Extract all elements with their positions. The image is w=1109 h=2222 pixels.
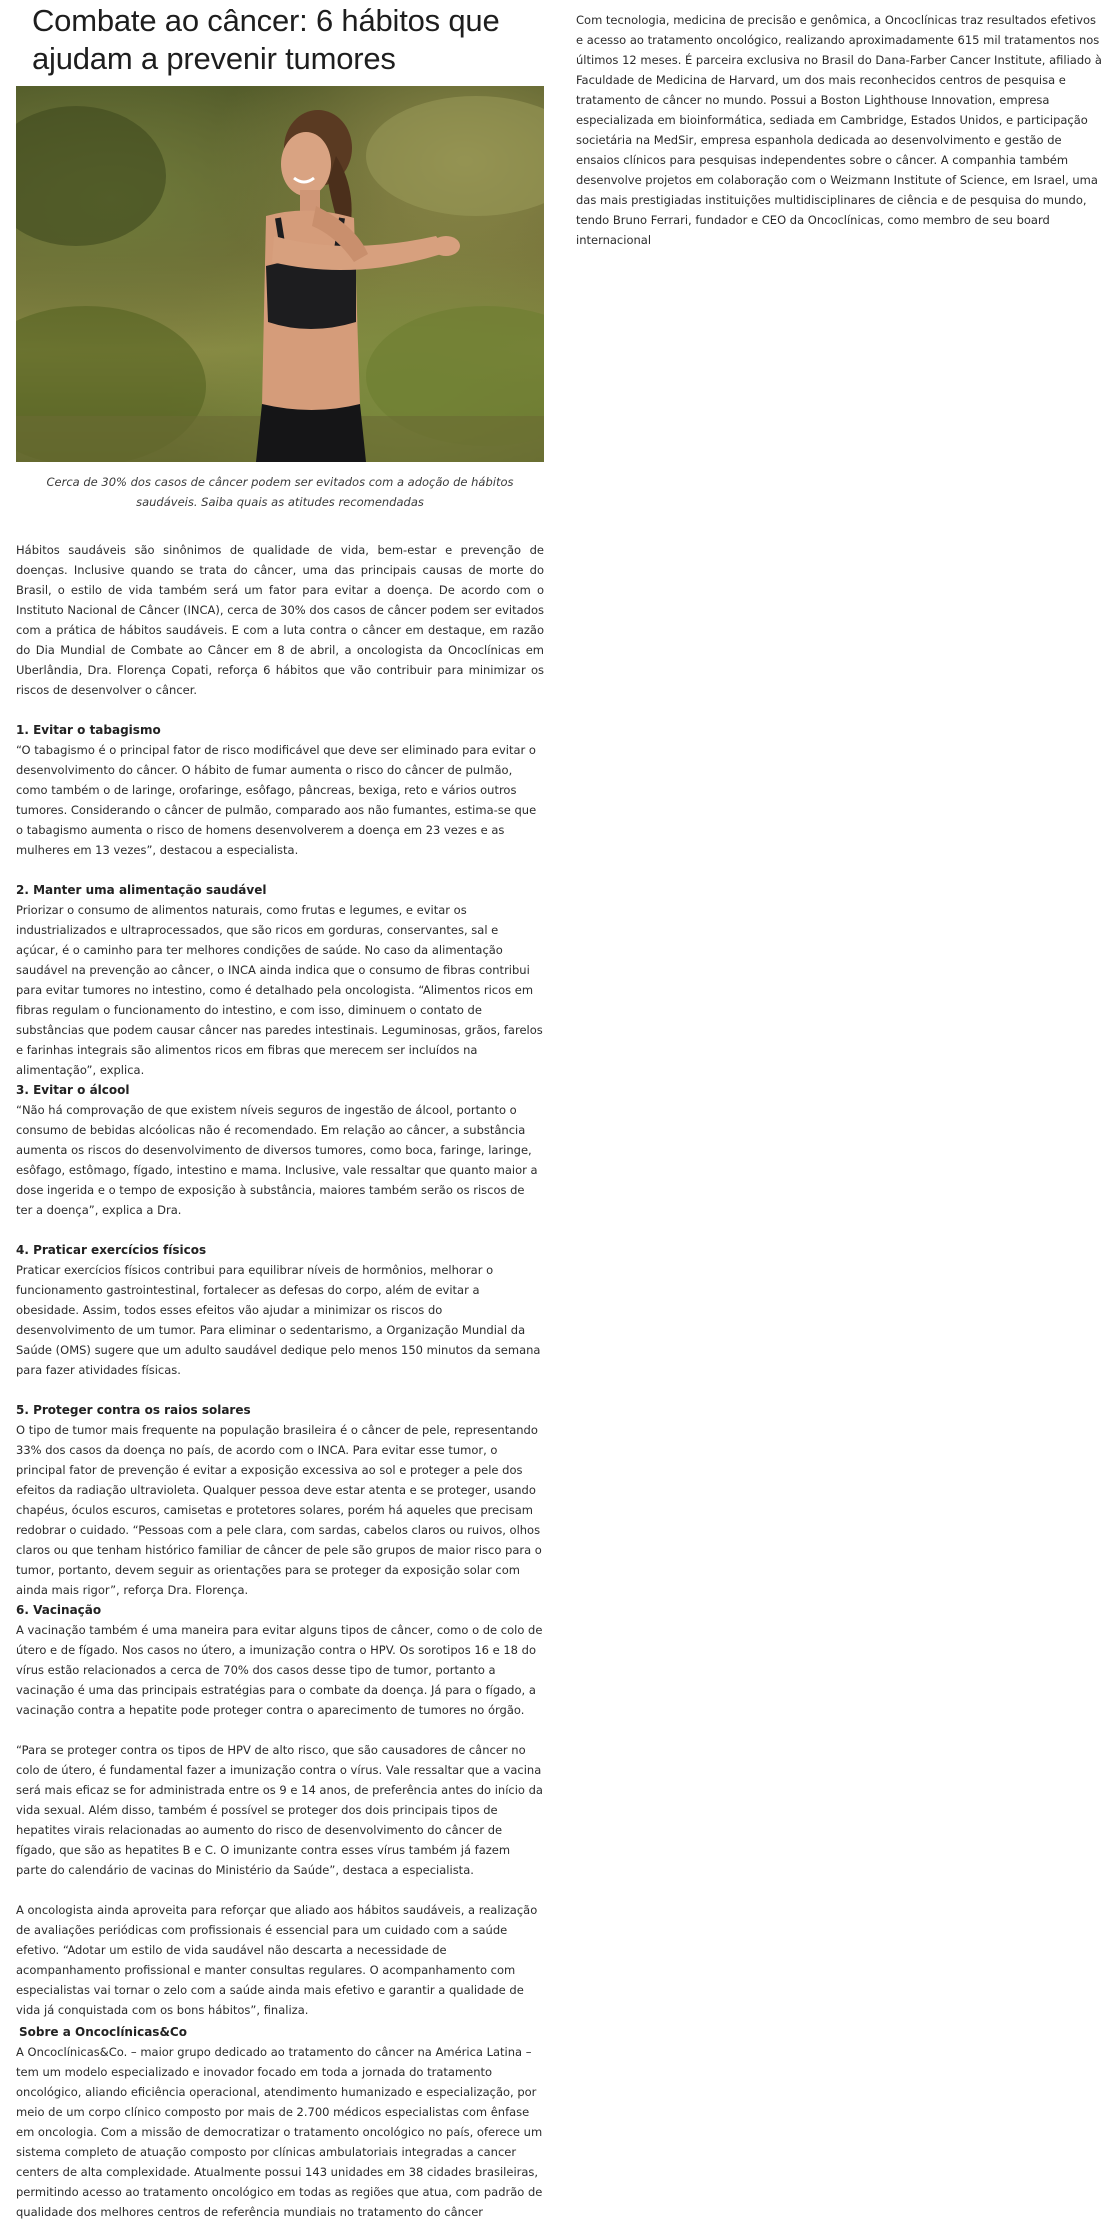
section-heading: 3. Evitar o álcool <box>16 1083 130 1097</box>
section-text: “Não há comprovação de que existem níveis seguros de ingestão de álcool, portanto o consumo de bebidas alcóolicas não é recomendado. Em relação ao câncer, a substância aumenta os riscos do desenvolvimento de diversos tumores, como boca, faringe, laringe, esôfago, estômago, fígado, intestino e mama. Inclusive, vale ressaltar que quanto maior a dose ingerida e o tempo de exposição à substância, maiores também serão os riscos de ter a doença”, explica a Dra. <box>16 1103 538 1217</box>
section-text: “O tabagismo é o principal fator de risco modificável que deve ser eliminado para evitar o desenvolvimento do câncer. O hábito de fumar aumenta o risco do câncer de pulmão, como também o de laringe, orofaringe, esôfago, pâncreas, bexiga, reto e vários outros tumores. Considerando o câncer de pulmão, comparado aos não fumantes, estima-se que o tabagismo aumenta o risco de homens desenvolverem a doença em 23 vezes e as mulheres em 13 vezes”, destacou a especialista. <box>16 743 537 857</box>
photo-caption: Cerca de 30% dos casos de câncer podem ser evitados com a adoção de hábitos saudáveis. Saiba quais as atitudes recomendadas <box>46 475 514 509</box>
section-text: Praticar exercícios físicos contribui para equilibrar níveis de hormônios, melhorar o funcionamento gastrointestinal, fortalecer as defesas do corpo, além de evitar a obesidade. Assim, todos esses efeitos vão ajudar a minimizar os riscos do desenvolvimento de um tumor. Para eliminar o sedentarismo, a Organização Mundial da Saúde (OMS) sugere que um adulto saudável dedique pelo menos 150 minutos da semana para fazer atividades físicas. <box>16 1263 541 1377</box>
closing-paragraph: A oncologista ainda aproveita para reforçar que aliado aos hábitos saudáveis, a realização de avaliações periódicas com profissionais é essencial para um cuidado com a saúde efetivo. “Adotar um estilo de vida saudável não descarta a necessidade de acompanhamento profissional e manter consultas regulares. O acompanhamento com especialistas vai tornar o zelo com a saúde ainda mais efetivo e garantir a qualidade de vida já conquistada com os bons hábitos”, finaliza. <box>16 1903 538 2017</box>
section-text: “Para se proteger contra os tipos de HPV de alto risco, que são causadores de câncer no colo de útero, é fundamental fazer a imunização contra o vírus. Vale ressaltar que a vacina será mais eficaz se for administrada entre os 9 e 14 anos, de preferência antes do início da vida sexual. Além disso, também é possível se proteger dos dois principais tipos de hepatites virais relacionadas ao aumento do risco de desenvolvimento do câncer de fígado, que são as hepatites B e C. O imunizante contra esses vírus também já fazem parte do calendário de vacinas do Ministério da Saúde”, destaca a especialista. <box>16 1743 543 1877</box>
section-heading: 1. Evitar o tabagismo <box>16 723 161 737</box>
woman-stretching-illustration <box>16 86 544 462</box>
article-column <box>16 0 544 2222</box>
article-continuation-column <box>576 10 1104 250</box>
about-heading: Sobre a Oncoclínicas&Co <box>19 2025 187 2039</box>
section-text: Priorizar o consumo de alimentos naturais, como frutas e legumes, e evitar os industrializados e ultraprocessados, que são ricos em gorduras, conservantes, sal e açúcar, é o caminho para ter melhores condições de saúde. No caso da alimentação saudável na prevenção ao câncer, o INCA ainda indica que o consumo de fibras contribui para evitar tumores no intestino, como é detalhado pela oncologista. “Alimentos ricos em fibras regulam o funcionamento do intestino, e com isso, diminuem o contato de substâncias que podem causar câncer nas paredes intestinais. Leguminosas, grãos, farelos e farinhas integrais são alimentos ricos em fibras que merecem ser incluídos na alimentação”, explica. <box>16 903 543 1077</box>
article-title: Combate ao câncer: 6 hábitos que ajudam a prevenir tumores <box>32 3 500 76</box>
section-text: O tipo de tumor mais frequente na população brasileira é o câncer de pele, representando 33% dos casos da doença no país, de acordo com o INCA. Para evitar esse tumor, o principal fator de prevenção é evitar a exposição excessiva ao sol e proteger a pele dos efeitos da radiação ultravioleta. Qualquer pessoa deve estar atenta e se proteger, usando chapéus, óculos escuros, camisetas e protetores solares, porém há aqueles que precisam redobrar o cuidado. “Pessoas com a pele clara, com sardas, cabelos claros ou ruivos, olhos claros ou que tenham histórico familiar de câncer de pele são grupos de maior risco para o tumor, portanto, devem seguir as orientações para se proteger da exposição solar com ainda mais rigor”, reforça Dra. Florença. <box>16 1423 542 1597</box>
section-heading: 6. Vacinação <box>16 1603 102 1617</box>
about-continued-text: Com tecnologia, medicina de precisão e genômica, a Oncoclínicas traz resultados efetivos e acesso ao tratamento oncológico, realizando aproximadamente 615 mil tratamentos nos últimos 12 meses. É parceira exclusiva no Brasil do Dana-Farber Cancer Institute, afiliado à Faculdade de Medicina de Harvard, um dos mais reconhecidos centros de pesquisa e tratamento de câncer no mundo. Possui a Boston Lighthouse Innovation, empresa especializada em bioinformática, sediada em Cambridge, Estados Unidos, e participação societária na MedSir, empresa espanhola dedicada ao desenvolvimento e gestão de ensaios clínicos para pesquisas independentes sobre o câncer. A companhia também desenvolve projetos em colaboração com o Weizmann Institute of Science, em Israel, uma das mais prestigiadas instituições multidisciplinares de ciência e de pesquisa do mundo, tendo Bruno Ferrari, fundador e CEO da Oncoclínicas, como membro de seu board internacional <box>576 13 1102 247</box>
article-photo <box>16 86 544 462</box>
intro-paragraph: Hábitos saudáveis são sinônimos de qualidade de vida, bem-estar e prevenção de doenças. Inclusive quando se trata do câncer, uma das principais causas de morte do Brasil, o estilo de vida também será um fator para evitar a doença. De acordo com o Instituto Nacional de Câncer (INCA), cerca de 30% dos casos de câncer podem ser evitados com a prática de hábitos saudáveis. E com a luta contra o câncer em destaque, em razão do Dia Mundial de Combate ao Câncer em 8 de abril, a oncologista da Oncoclínicas em Uberlândia, Dra. Florença Copati, reforça 6 hábitos que vão contribuir para minimizar os riscos de desenvolver o câncer. <box>16 543 544 697</box>
section-heading: 4. Praticar exercícios físicos <box>16 1243 207 1257</box>
section-text: A vacinação também é uma maneira para evitar alguns tipos de câncer, como o de colo de útero e de fígado. Nos casos no útero, a imunização contra o HPV. Os sorotipos 16 e 18 do vírus estão relacionados a cerca de 70% dos casos desse tipo de tumor, portanto a vacinação é uma das principais estratégias para o combate da doença. Já para o fígado, a vacinação contra a hepatite pode proteger contra o aparecimento de tumores no órgão. <box>16 1623 543 1717</box>
section-heading: 5. Proteger contra os raios solares <box>16 1403 251 1417</box>
section-heading: 2. Manter uma alimentação saudável <box>16 883 267 897</box>
about-text: A Oncoclínicas&Co. – maior grupo dedicado ao tratamento do câncer na América Latina – tem um modelo especializado e inovador focado em toda a jornada do tratamento oncológico, aliando eficiência operacional, atendimento humanizado e especialização, por meio de um corpo clínico composto por mais de 2.700 médicos especialistas com ênfase em oncologia. Com a missão de democratizar o tratamento oncológico no país, oferece um sistema completo de atuação composto por clínicas ambulatoriais integradas a cancer centers de alta complexidade. Atualmente possui 143 unidades em 38 cidades brasileiras, permitindo acesso ao tratamento oncológico em todas as regiões que atua, com padrão de qualidade dos melhores centros de referência mundiais no tratamento do câncer <box>16 2045 543 2219</box>
